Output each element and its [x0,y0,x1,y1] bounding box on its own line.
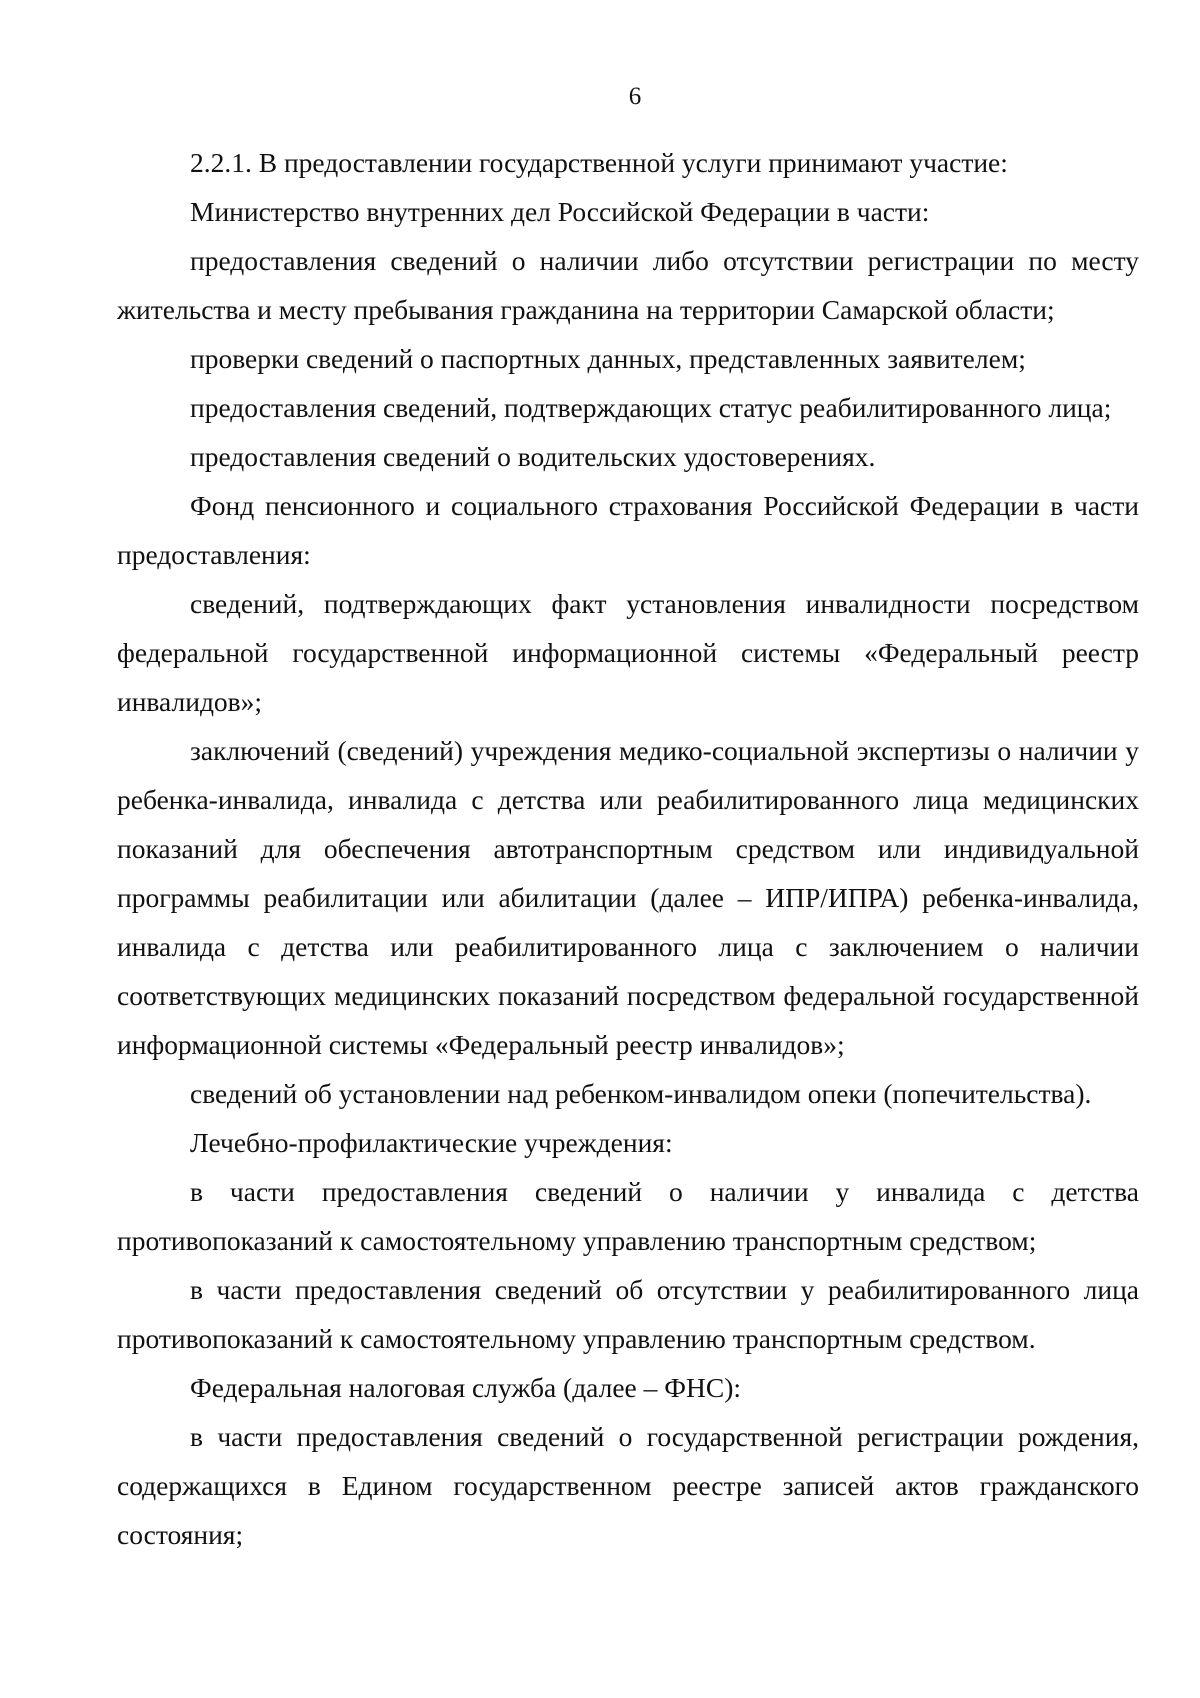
document-body [117,138,1139,1559]
page-number: 6 [628,83,642,110]
paragraph-tax-service-birth-registration: в части предоставления сведений о государственной регистрации рождения, содержащихся в Едином государственном реестре записей актов гражданского состояния; [117,1421,1139,1550]
paragraph-mvd-passport: проверки сведений о паспортных данных, представленных заявителем; [190,343,1026,374]
paragraph-mvd-heading: Министерство внутренних дел Российской Федерации в части: [190,196,930,227]
paragraph-pension-fund-mse-conclusions: заключений (сведений) учреждения медико-социальной экспертизы о наличии у ребенка-инвалида, инвалида с детства или реабилитированного лица медицинских показаний для обеспечения автотранспортным средством или индивидуальной программы реабилитации или абилитации (далее – ИПР/ИПРА) ребенка-инвалида, инвалида с детства или реабилитированного лица с заключением о наличии соответствующих медицинских показаний посредством федеральной государственной информационной системы «Федеральный реестр инвалидов»; [117,735,1139,1060]
paragraph-tax-service-heading: Федеральная налоговая служба (далее – ФНС): [190,1372,741,1403]
paragraph-pension-fund-disability: сведений, подтверждающих факт установления инвалидности посредством федеральной государственной информационной системы «Федеральный реестр инвалидов»; [117,588,1139,717]
paragraph-medical-rehabilitated: в части предоставления сведений об отсутствии у реабилитированного лица противопоказаний к самостоятельному управлению транспортным средством. [117,1274,1139,1354]
paragraph-mvd-rehabilitated-status: предоставления сведений, подтверждающих статус реабилитированного лица; [190,392,1112,423]
paragraph-mvd-registration: предоставления сведений о наличии либо отсутствии регистрации по месту жительства и месту пребывания гражданина на территории Самарской области; [117,245,1139,325]
paragraph-participants-intro: 2.2.1. В предоставлении государственной услуги принимают участие: [190,147,1008,178]
paragraph-pension-fund-guardianship: сведений об установлении над ребенком-инвалидом опеки (попечительства). [190,1078,1092,1109]
paragraph-pension-fund-heading: Фонд пенсионного и социального страхования Российской Федерации в части предоставления: [117,490,1139,570]
paragraph-medical-disabled-since-childhood: в части предоставления сведений о наличии у инвалида с детства противопоказаний к самостоятельному управлению транспортным средством; [117,1176,1139,1256]
paragraph-mvd-driver-licenses: предоставления сведений о водительских удостоверениях. [190,441,876,472]
paragraph-medical-heading: Лечебно-профилактические учреждения: [190,1127,673,1158]
